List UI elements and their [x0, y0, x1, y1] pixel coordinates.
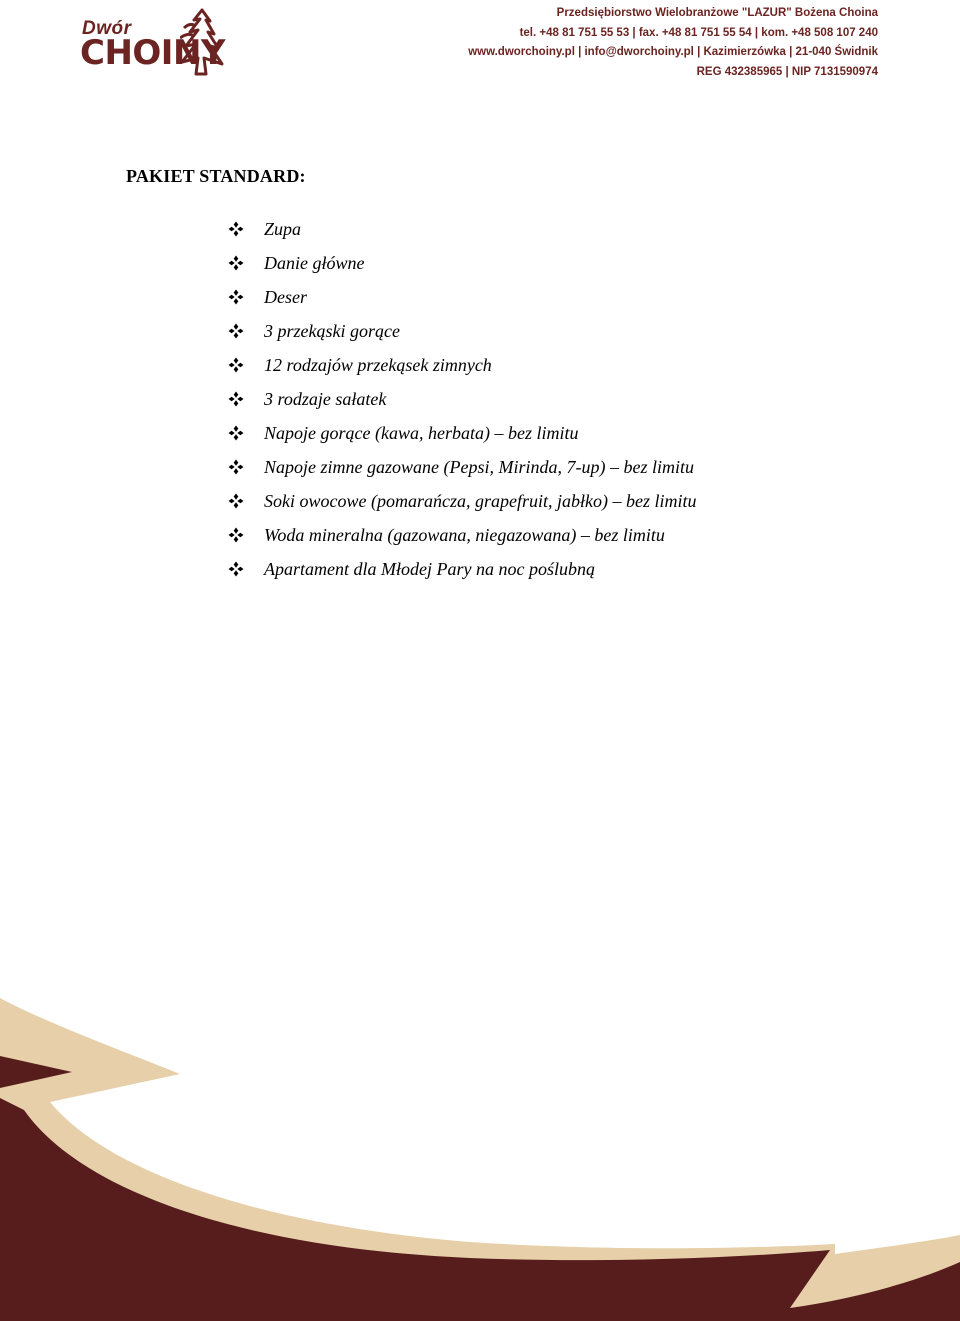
list-item	[228, 246, 696, 280]
logo-word-dwor: Dwór	[82, 18, 132, 39]
list-item-text: Napoje gorące (kawa, herbata) – bez limitu	[264, 422, 579, 443]
list-item-text: 3 przekąski gorące	[264, 320, 400, 341]
list-item	[228, 484, 696, 518]
list-item-text: Soki owocowe (pomarańcza, grapefruit, jabłko) – bez limitu	[264, 490, 697, 511]
list-item-text: Deser	[264, 286, 307, 307]
diamond-bullet-icon	[228, 357, 264, 373]
diamond-bullet-icon	[228, 391, 264, 407]
list-item-text: 3 rodzaje sałatek	[264, 388, 387, 409]
contact-web-address: www.dworchoiny.pl | info@dworchoiny.pl | Kazimierzówka | 21-040 Świdnik	[468, 46, 878, 58]
logo	[80, 8, 230, 78]
company-name: Przedsiębiorstwo Wielobranżowe "LAZUR" Bożena Choina	[556, 7, 878, 19]
list-item-text: 12 rodzajów przekąsek zimnych	[264, 354, 492, 375]
contact-phones: tel. +48 81 751 55 53 | fax. +48 81 751 55 54 | kom. +48 508 107 240	[519, 26, 878, 39]
pine-tree-icon	[180, 8, 224, 76]
diamond-bullet-icon	[228, 425, 264, 441]
logo-word-choiny: CHOINY	[80, 33, 226, 73]
list-item-text: Zupa	[264, 218, 302, 239]
list-item-text: Woda mineralna (gazowana, niegazowana) – bez limitu	[264, 524, 665, 545]
decorative-footer-waves	[0, 990, 960, 1321]
diamond-bullet-icon	[228, 561, 264, 577]
diamond-bullet-icon	[228, 221, 264, 237]
package-title: PAKIET STANDARD:	[126, 166, 306, 186]
diamond-bullet-icon	[228, 527, 264, 543]
list-item-text: Apartament dla Młodej Pary na noc poślubną	[264, 558, 595, 579]
list-item	[228, 416, 696, 450]
list-item	[228, 382, 696, 416]
list-item	[228, 450, 696, 484]
package-items-list	[228, 212, 696, 586]
list-item-text: Danie główne	[264, 252, 365, 273]
diamond-bullet-icon	[228, 459, 264, 475]
diamond-bullet-icon	[228, 493, 264, 509]
list-item-text: Napoje zimne gazowane (Pepsi, Mirinda, 7-up) – bez limitu	[264, 456, 694, 477]
diamond-bullet-icon	[228, 255, 264, 271]
list-item	[228, 518, 696, 552]
list-item	[228, 212, 696, 246]
diamond-bullet-icon	[228, 323, 264, 339]
list-item	[228, 552, 696, 586]
diamond-bullet-icon	[228, 289, 264, 305]
registry-numbers: REG 432385965 | NIP 7131590974	[696, 65, 878, 78]
list-item	[228, 280, 696, 314]
list-item	[228, 348, 696, 382]
list-item	[228, 314, 696, 348]
company-header	[468, 4, 878, 82]
